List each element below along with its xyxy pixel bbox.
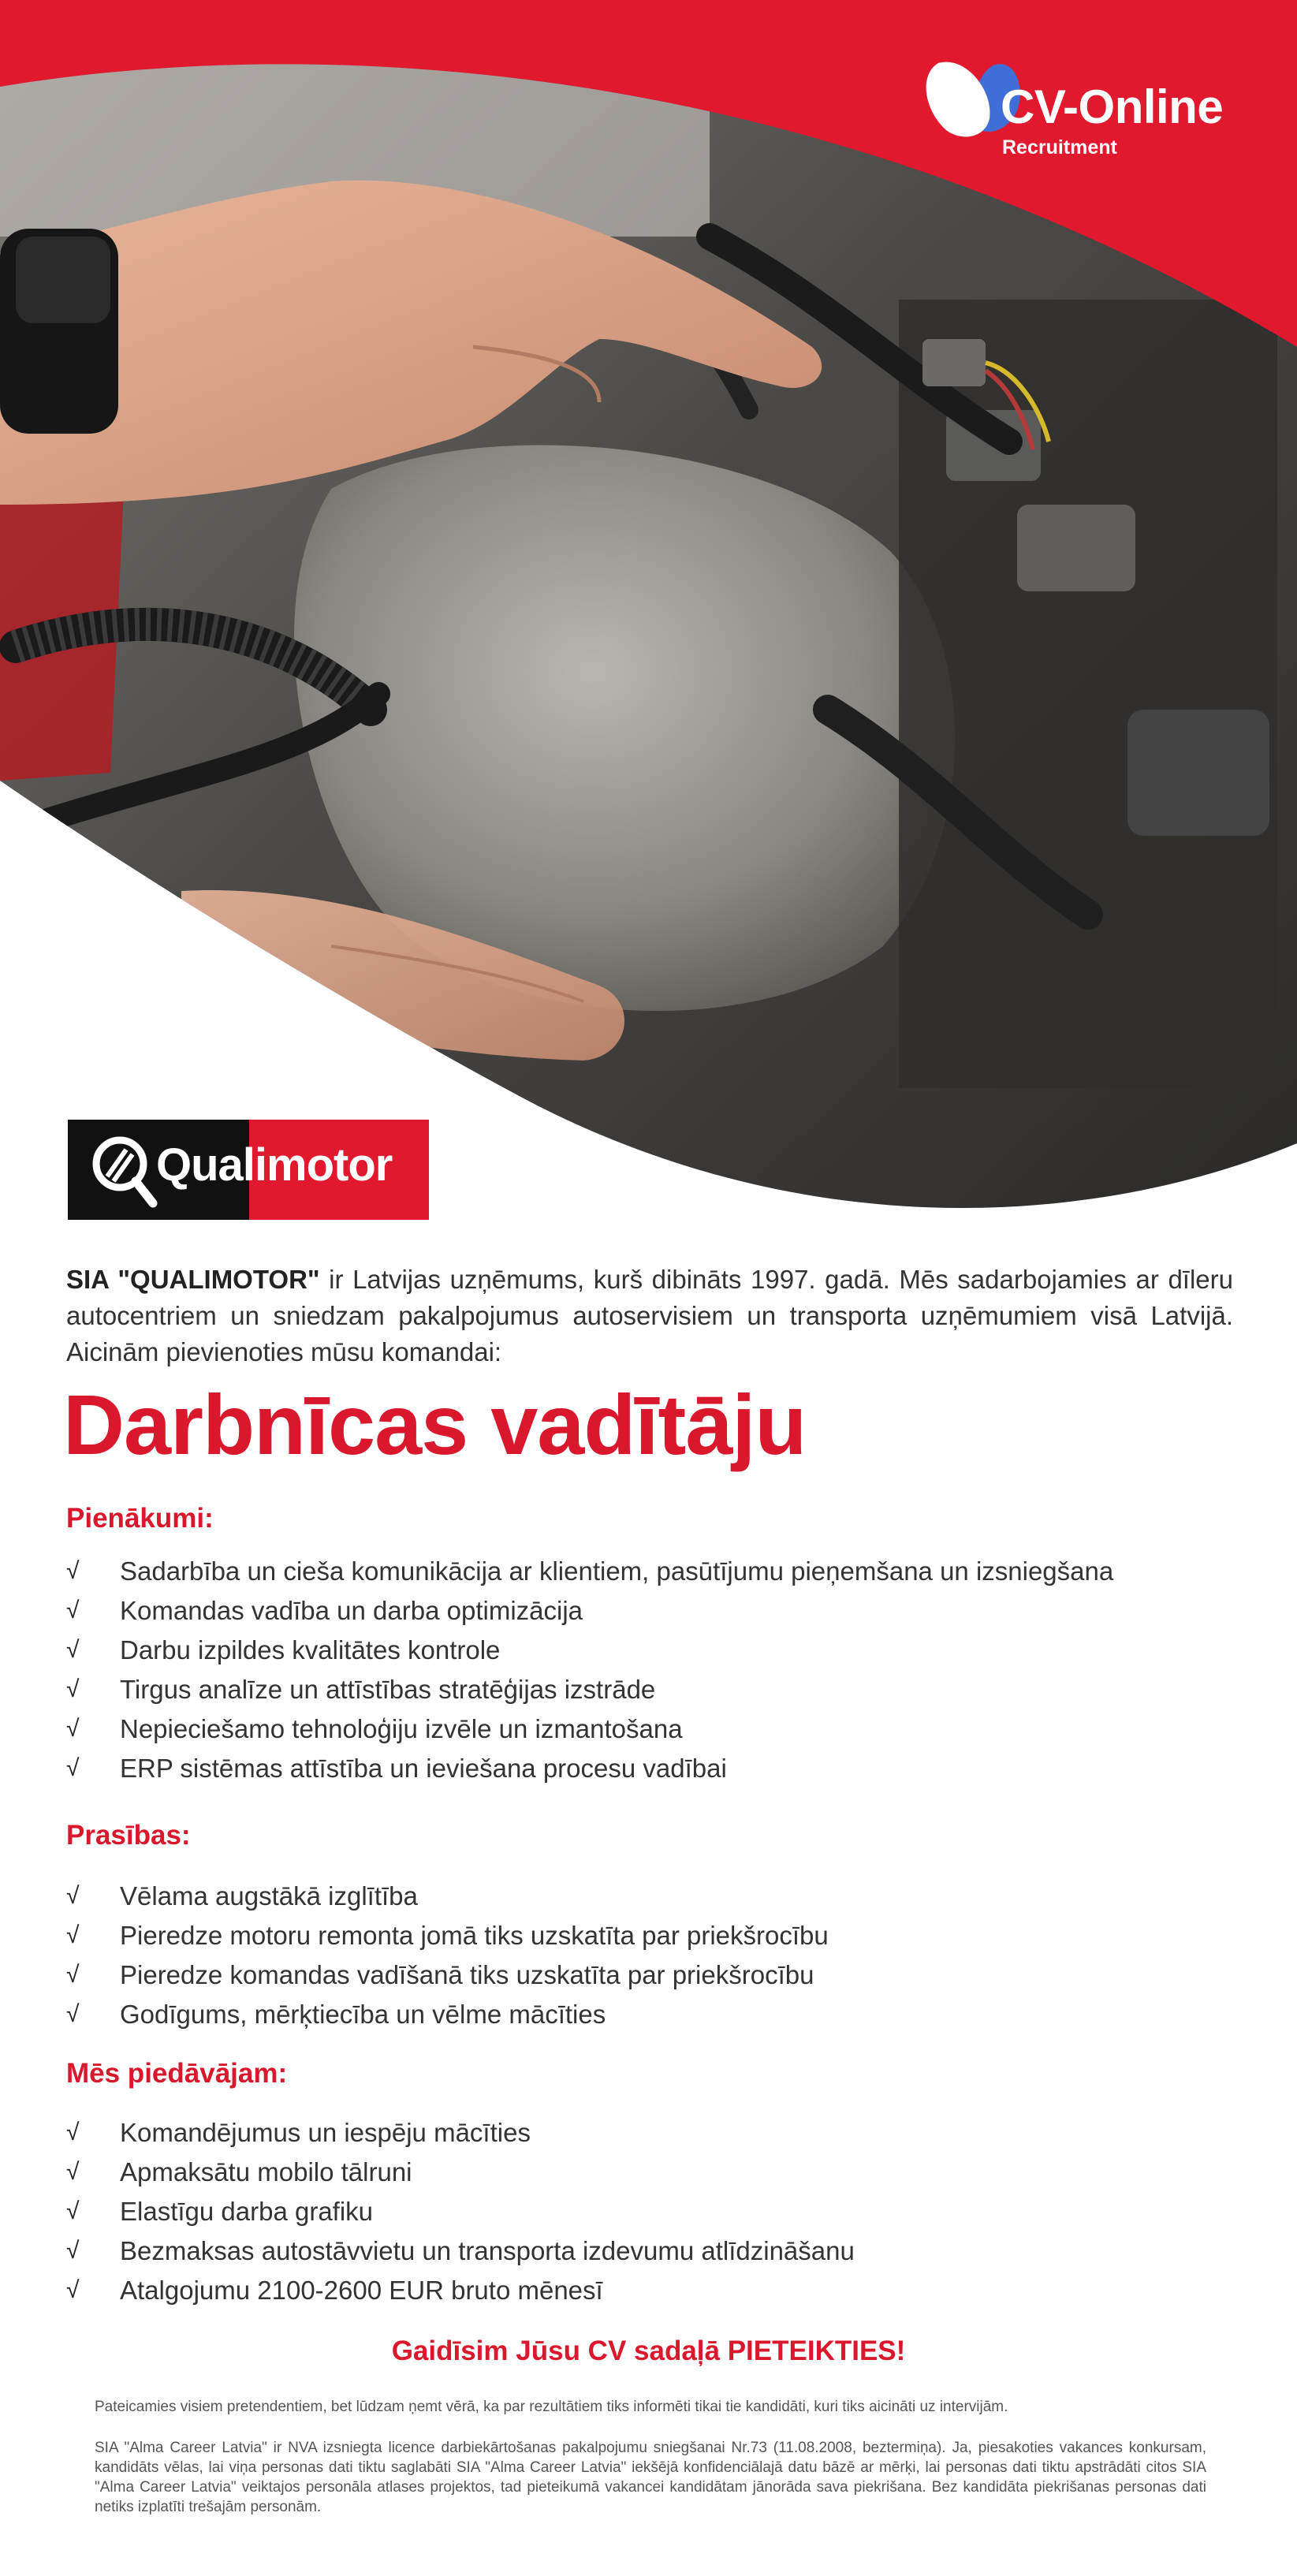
engine-photo [0,0,1297,1230]
magnifier-q-icon [88,1131,159,1210]
qualimotor-logo [68,1120,429,1220]
checkmark-icon: √ [66,1716,80,1742]
company-name: SIA "QUALIMOTOR" [66,1265,320,1294]
thanks-note: Pateicamies visiem pretendentiem, bet lūdzam ņemt vērā, ka par rezultātiem tiks informēti tikai tie kandidāti, kuri tiks aicināti uz intervijām. [95,2399,1008,2415]
list-item: √ Sadarbība un cieša komunikācija ar klientiem, pasūtījumu pieņemšana un izsniegšana [66,1552,1113,1591]
checkmark-icon: √ [66,2001,80,2027]
checkmark-icon: √ [66,2159,80,2185]
checkmark-icon: √ [66,2238,80,2264]
checkmark-icon: √ [66,1922,80,1948]
list-item: √ Komandas vadība un darba optimizācija [66,1591,1113,1631]
job-title: Darbnīcas vadītāju [63,1377,807,1472]
list-item: √ Bezmaksas autostāvvietu un transporta izdevumu atlīdzināšanu [66,2231,855,2271]
apply-call-to-action: Gaidīsim Jūsu CV sadaļā PIETEIKTIES! [391,2336,906,2366]
duties-list [66,1552,1113,1788]
list-item: √ Vēlama augstākā izglītība [66,1877,829,1916]
list-item: √ Atalgojumu 2100-2600 EUR bruto mēnesī [66,2271,855,2310]
list-item: √ Nepieciešamo tehnoloģiju izvēle un izmantošana [66,1709,1113,1749]
list-item: √ Tirgus analīze un attīstības stratēģijas izstrāde [66,1670,1113,1709]
list-item: √ ERP sistēmas attīstība un ieviešana procesu vadībai [66,1749,1113,1788]
checkmark-icon: √ [66,1637,80,1663]
duties-heading: Pienākumi: [66,1503,214,1534]
logo-text-dark: Quali [156,1139,267,1191]
legal-note: SIA "Alma Career Latvia" ir NVA izsniegta licence darbiekārtošanas pakalpojumu sniegšanai Nr.73 (11.08.2008, beztermiņa). Ja, piesakoties vakances konkursam, kandidāts vēlas, lai viņa personas dati tiktu saglabāti SIA "Alma Career Latvia" iekšējā konfidenciālajā datu bāzē ar mērķi, lai personas dati tiktu apstrādāti citos SIA "Alma Career Latvia" veiktajos personāla atlases projektos, tad pieteikumā vakancei kandidātam jānorāda sava piekrišana. Bez kandidāta piekrišanas personas dati netiks izplatīti trešajām personām. [95,2440,1206,2515]
list-item: √ Godīgums, mērķtiecība un vēlme mācīties [66,1995,829,2034]
requirements-list [66,1877,829,2034]
offer-list [66,2113,855,2310]
checkmark-icon: √ [66,1676,80,1702]
checkmark-icon: √ [66,1558,80,1584]
checkmark-icon: √ [66,2277,80,2303]
brand-subtitle: Recruitment [1002,136,1117,158]
checkmark-icon: √ [66,1755,80,1781]
checkmark-icon: √ [66,1597,80,1624]
list-item: √ Pieredze motoru remonta jomā tiks uzskatīta par priekšrocību [66,1916,829,1955]
checkmark-icon: √ [66,1962,80,1988]
list-item: √ Pieredze komandas vadīšanā tiks uzskatīta par priekšrocību [66,1955,829,1995]
brand-name: CV-Online [1001,80,1224,133]
list-item: √ Komandējumus un iespēju mācīties [66,2113,855,2153]
list-item: √ Apmaksātu mobilo tālruni [66,2153,855,2192]
list-item: √ Elastīgu darba grafiku [66,2192,855,2231]
requirements-heading: Prasības: [66,1820,191,1851]
checkmark-icon: √ [66,2119,80,2145]
list-item: √ Darbu izpildes kvalitātes kontrole [66,1631,1113,1670]
logo-text-red: motor [266,1139,393,1191]
checkmark-icon: √ [66,2198,80,2224]
cv-online-brand [917,59,1248,170]
hero-banner [0,0,1297,1230]
company-intro [66,1262,1233,1370]
intro-text: ir Latvijas uzņēmums, kurš dibināts 1997. gadā. Mēs sadarbojamies ar dīleru autocentriem un sniedzam pakalpojumus autoservisiem un transporta uzņēmumiem visā Latvijā. Aicinām pievienoties mūsu komandai: [66,1265,1234,1366]
checkmark-icon: √ [66,1883,80,1909]
offer-heading: Mēs piedāvājam: [66,2058,288,2089]
